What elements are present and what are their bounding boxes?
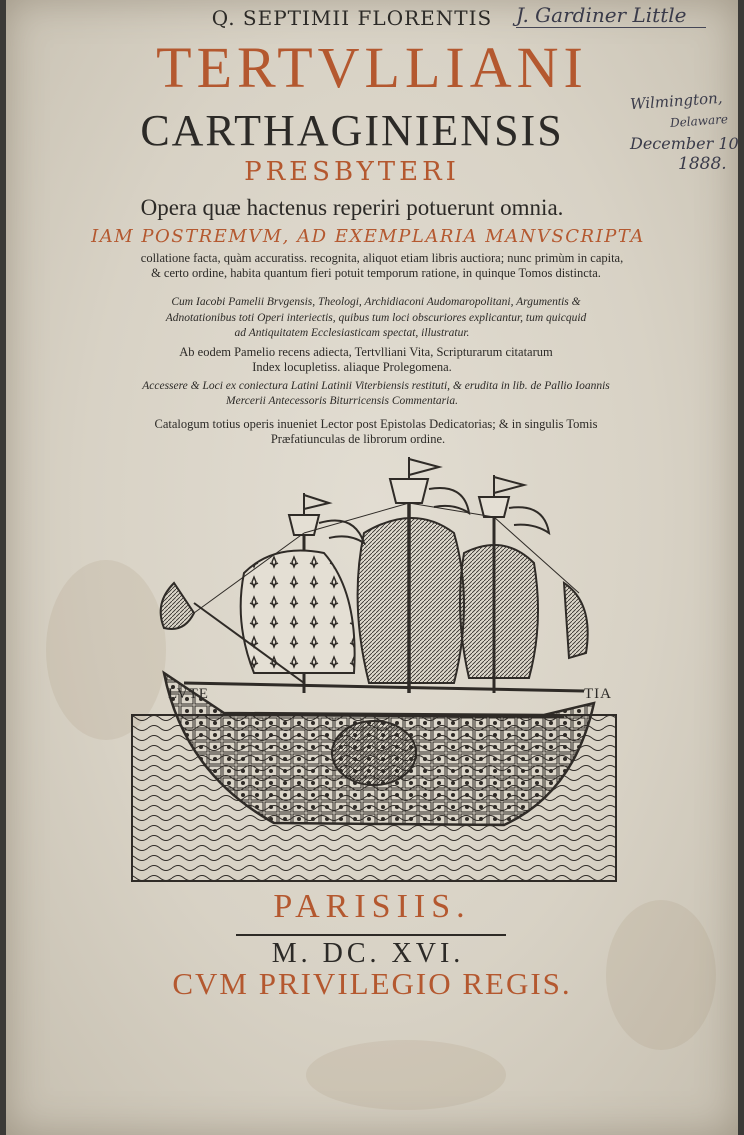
additions-line-2: Index locupletiss. aliaque Prolegomena. bbox=[252, 360, 452, 374]
additions-line-1: Ab eodem Pamelio recens adiecta, Tertvlliani Vita, Scripturarum citatarum bbox=[179, 345, 553, 359]
editor-line-2: Adnotationibus toti Operi interiectis, quibus tum loci obscuriores explicantur, tum quicquid bbox=[165, 312, 587, 324]
printers-device-ship-woodcut bbox=[124, 453, 624, 885]
work-title: Opera quæ hactenus reperiri potuerunt omnia. bbox=[140, 195, 564, 220]
editor-line-3: ad Antiquitatem Ecclesiasticam spectat, illustratur. bbox=[234, 327, 470, 339]
inscription-underline bbox=[516, 27, 706, 28]
device-motto-left: LVTE bbox=[168, 686, 209, 702]
catalogue-line-2: Præfatiunculas de librorum ordine. bbox=[270, 432, 446, 446]
paper-stain bbox=[306, 1040, 506, 1110]
device-motto-right: TIA bbox=[584, 686, 612, 702]
imprint-privilege: CVM PRIVILEGIO REGIS. bbox=[172, 966, 572, 1001]
author-title: PRESBYTERI bbox=[244, 157, 460, 187]
editor-line-1: Cum Iacobi Pamelii Brvgensis, Theologi, Archidiaconi Audomaropolitani, Argumentis & bbox=[171, 296, 581, 308]
imprint-year: M. DC. XVI. bbox=[271, 938, 465, 969]
imprint-rule bbox=[236, 934, 506, 936]
edition-line-1: collatione facta, quàm accuratiss. recognita, aliquot etiam libris auctiora; nunc primùm in capita, bbox=[140, 251, 624, 265]
accessere-line-2: Mercerii Antecessoris Biturricensis Commentaria. bbox=[226, 395, 458, 407]
catalogue-line-1: Catalogum totius operis inueniet Lector post Epistolas Dedicatorias; & in singulis Tomis bbox=[154, 417, 598, 431]
inscription-state: Delaware bbox=[669, 111, 729, 131]
inscription-place: Wilmington, bbox=[629, 88, 724, 114]
accessere-line-1: Accessere & Loci ex coniectura Latini Latinii Viterbiensis restituti, & erudita in lib. de Pallio Ioannis bbox=[142, 380, 610, 392]
edition-line-2: & certo ordine, habita quantum fieri potuit temporum ratione, in quinque Tomos distincta. bbox=[151, 266, 601, 280]
author-name: TERTVLLIANI bbox=[156, 35, 588, 100]
edition-statement: IAM POSTREMVM, AD EXEMPLARIA MANVSCRIPTA bbox=[91, 226, 645, 247]
inscription-year: 1888. bbox=[678, 154, 727, 174]
owner-inscription: J. Gardiner Little bbox=[516, 3, 687, 27]
inscription-month: December 10 bbox=[630, 134, 739, 153]
imprint-place: PARISIIS. bbox=[273, 888, 471, 925]
author-origin: CARTHAGINIENSIS bbox=[140, 106, 564, 155]
title-page bbox=[6, 0, 738, 1135]
author-praenomen: Q. SEPTIMII FLORENTIS bbox=[211, 6, 493, 30]
